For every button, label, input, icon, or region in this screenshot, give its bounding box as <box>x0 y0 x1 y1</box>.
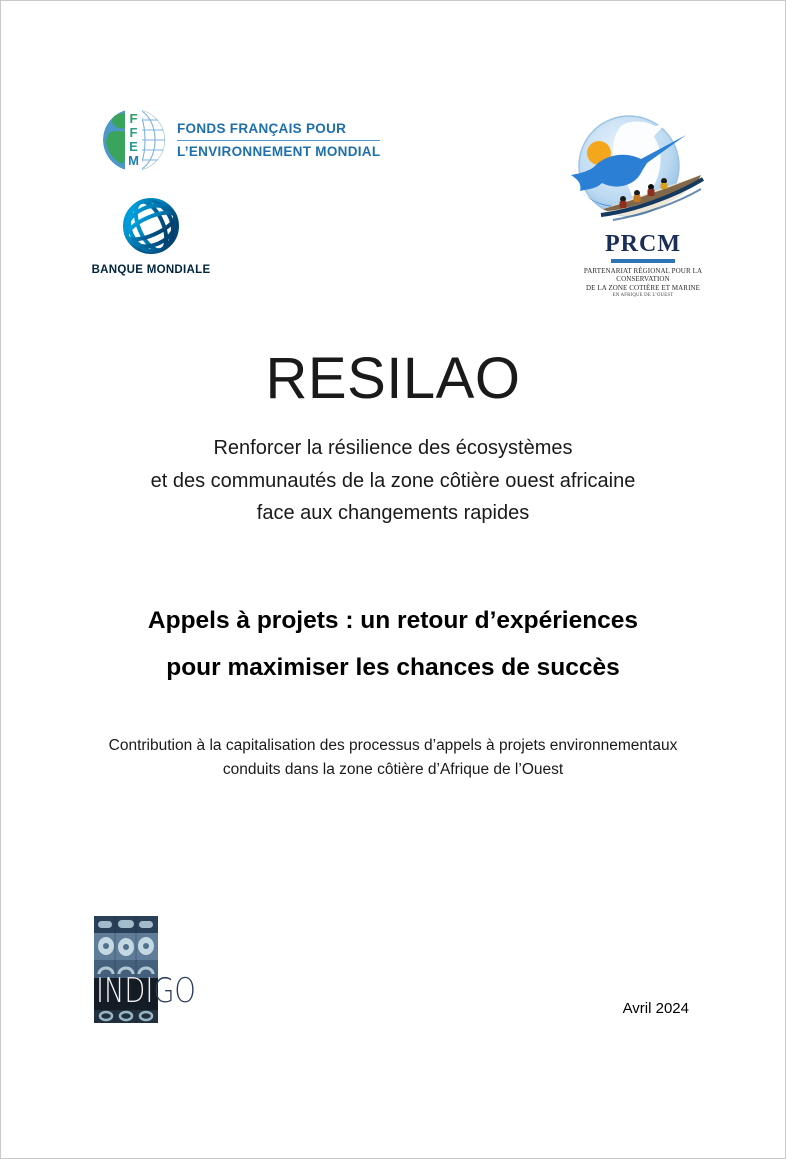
world-bank-label: BANQUE MONDIALE <box>91 264 211 276</box>
ffem-letter: F <box>129 111 138 126</box>
prcm-subtitle-line2: DE LA ZONE COTIÈRE ET MARINE <box>585 283 701 292</box>
publication-date: Avril 2024 <box>622 1000 689 1017</box>
contribution-note <box>1 734 785 782</box>
ffem-globe-icon <box>101 107 167 173</box>
prcm-subtitle-line3: EN AFRIQUE DE L’OUEST <box>612 293 674 298</box>
contribution-note-line1: Contribution à la capitalisation des processus d’appels à projets environnementaux <box>108 737 678 754</box>
ffem-letter: E <box>129 139 138 154</box>
indigo-wordmark <box>96 971 196 1011</box>
cover-title: RESILAO <box>265 346 521 411</box>
report-heading-line1: Appels à projets : un retour d’expériences <box>147 607 639 634</box>
prcm-logo <box>559 109 727 299</box>
contribution-note-line2: conduits dans la zone côtière d’Afrique de l’Ouest <box>222 761 564 778</box>
cover-subtitle-line3: face aux changements rapides <box>256 502 530 524</box>
cover-subtitle-line1: Renforcer la résilience des écosystèmes <box>213 437 573 459</box>
indigo-wordmark-indi: INDI <box>96 971 154 1011</box>
world-bank-globe-icon <box>108 195 194 257</box>
world-bank-logo <box>85 195 217 276</box>
ffem-letter: M <box>128 153 139 168</box>
cover-subtitle-line2: et des communautés de la zone côtière ouest africaine <box>150 469 636 492</box>
cover-subtitle <box>1 432 785 530</box>
report-heading <box>1 597 785 691</box>
ffem-letter: F <box>129 125 138 140</box>
prcm-subtitle-line1: PARTENARIAT RÉGIONAL POUR LA CONSERVATION <box>583 266 703 283</box>
prcm-acronym: PRCM <box>605 231 681 257</box>
ffem-wordmark-line2: L’ENVIRONNEMENT MONDIAL <box>177 143 381 159</box>
indigo-wordmark-go: GO <box>153 971 196 1011</box>
prcm-globe-icon <box>559 109 727 231</box>
report-heading-line2: pour maximiser les chances de succès <box>166 654 620 681</box>
ffem-wordmark-line1: FONDS FRANÇAIS POUR <box>177 122 380 141</box>
ffem-logo <box>101 107 380 173</box>
ffem-wordmark <box>177 122 380 158</box>
prcm-underline-bar <box>611 259 675 263</box>
